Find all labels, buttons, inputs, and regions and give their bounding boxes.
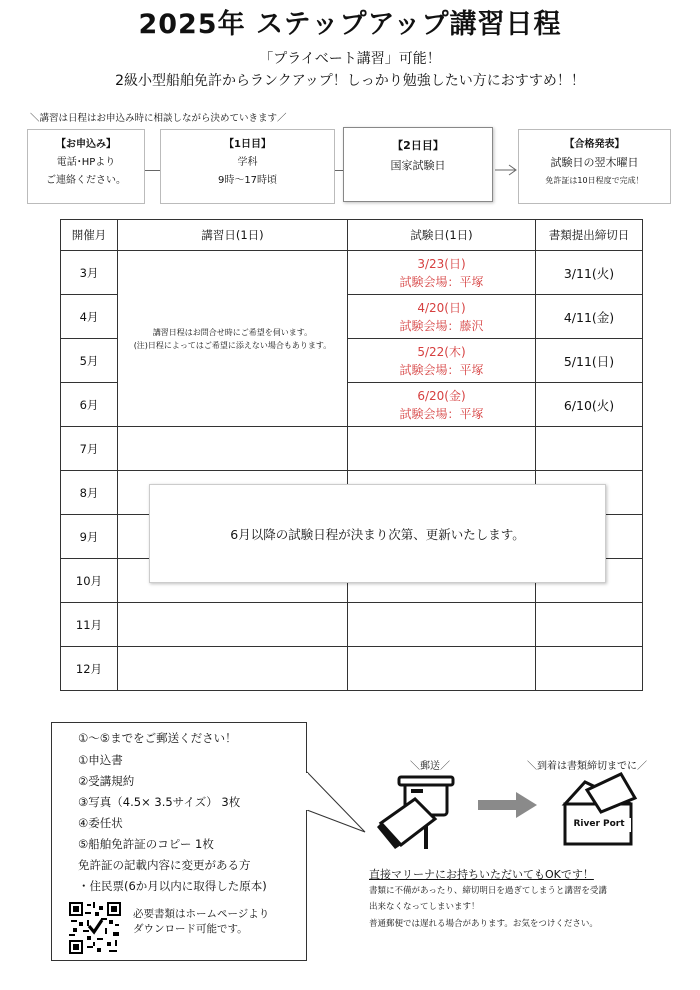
page-title: 2025年 ステップアップ講習日程 [138,9,562,40]
month-cell: 7月 [61,427,118,471]
arrow-right-icon [478,791,538,819]
step-result-heading: 【合格発表】 [564,139,625,150]
arrive-label: ＼到着は書類締切までに／ [527,761,647,772]
download-note-line1: 必要書類はホームページより [133,908,270,920]
table-row [61,647,643,691]
deadline-cell: 6/10(火) [536,383,643,427]
documents-extra-2: ・住民票(6か月以内に取得した原本) [78,879,267,893]
lecture-note-line2: (注)日程によってはご希望に添えない場合もあります。 [133,340,332,350]
download-note [133,907,269,937]
document-item: ⑤船舶免許証のコピー 1枚 [78,837,214,851]
arrow-right-icon [495,162,519,178]
document-item: ②受講規約 [78,774,135,788]
exam-venue: 試験会場：藤沢 [399,318,484,333]
col-header-exam: 試験日(1日) [348,220,536,251]
step-apply-line1: 電話･HPより [56,157,116,168]
download-note-line2: ダウンロード可能です。 [133,923,248,935]
speech-tail-mask [305,773,308,810]
lecture-note-cell [118,251,348,427]
step-day1-line1: 学科 [237,157,258,168]
document-item: ③写真（4.5× 3.5サイズ） 3枚 [78,795,241,809]
speech-bubble-tail [300,770,372,840]
col-header-month: 開催月 [61,220,118,251]
month-cell: 8月 [61,471,118,515]
step-day1-heading: 【1日目】 [224,139,271,150]
table-row [61,603,643,647]
month-cell: 3月 [61,251,118,295]
warning-line-2: 出来なくなってしまいます！ [369,902,480,912]
warning-line-1: 書類に不備があったり、締切明日を過ぎてしまうと講習を受講 [369,886,607,896]
step-day2-heading: 【2日目】 [392,139,444,152]
update-notice: 6月以降の試験日程が決まり次第、更新いたします。 [149,484,606,583]
exam-cell [348,383,536,427]
month-cell: 5月 [61,339,118,383]
step-connector [145,170,160,171]
warning-line-3: 普通郵便では遅れる場合があります。お気をつけください。 [369,919,598,929]
schedule-note: ＼講習は日程はお申込み時に相談しながら決めていきます／ [30,113,287,124]
exam-date: 5/22(木) [417,344,466,359]
month-cell: 11月 [61,603,118,647]
step-result [518,129,671,204]
exam-date: 6/20(金) [417,388,466,403]
qr-code-icon[interactable] [69,902,121,954]
col-header-lecture: 講習日(1日) [118,220,348,251]
document-item: ④委任状 [78,816,123,830]
document-item: ①申込書 [78,753,123,767]
post-box-label: River Port [573,819,625,829]
lecture-note-line1: 講習日程はお問合せ時にご希望を伺います。 [152,327,313,337]
col-header-deadline: 書類提出締切日 [536,220,643,251]
schedule-table [60,219,643,691]
table-row [61,251,643,295]
exam-venue: 試験会場：平塚 [399,406,484,421]
subtitle-private: 「プライベート講習」可能！ [259,51,441,67]
exam-date: 4/20(日) [417,300,466,315]
month-cell: 4月 [61,295,118,339]
deadline-cell: 3/11(火) [536,251,643,295]
deadline-cell: 5/11(日) [536,339,643,383]
month-cell: 12月 [61,647,118,691]
deadline-cell: 4/11(金) [536,295,643,339]
step-result-line2: 免許証は10日程度で完成！ [545,176,644,185]
exam-cell [348,339,536,383]
step-apply [27,129,145,204]
step-result-line1: 試験日の翌木曜日 [550,156,639,169]
post-box-icon [557,772,641,848]
month-cell: 9月 [61,515,118,559]
step-day1 [160,129,335,204]
step-day2-line1: 国家試験日 [390,159,446,172]
subtitle-rankup: 2級小型船舶免許からランクアップ！しっかり勉強したい方におすすめ！！ [115,73,585,89]
documents-extra-1: 免許証の記載内容に変更がある方 [78,858,251,872]
documents-heading: ①〜⑤までをご郵送ください！ [78,731,237,745]
exam-venue: 試験会場：平塚 [399,274,484,289]
step-connector [335,170,343,171]
step-apply-line2: ご連絡ください。 [46,175,126,186]
month-cell: 6月 [61,383,118,427]
exam-venue: 試験会場：平塚 [399,362,484,377]
exam-cell [348,295,536,339]
exam-date: 3/23(日) [417,256,466,271]
exam-cell [348,251,536,295]
step-apply-heading: 【お申込み】 [56,139,116,150]
step-day2 [343,127,493,202]
mailbox-icon [375,775,465,853]
month-cell: 10月 [61,559,118,603]
direct-delivery-note: 直接マリーナにお持ちいただいてもOKです！ [369,868,594,881]
mail-label: ＼郵送／ [410,761,450,772]
step-day1-line2: 9時〜17時頃 [217,175,278,186]
table-row [61,427,643,471]
table-header-row [61,220,643,251]
